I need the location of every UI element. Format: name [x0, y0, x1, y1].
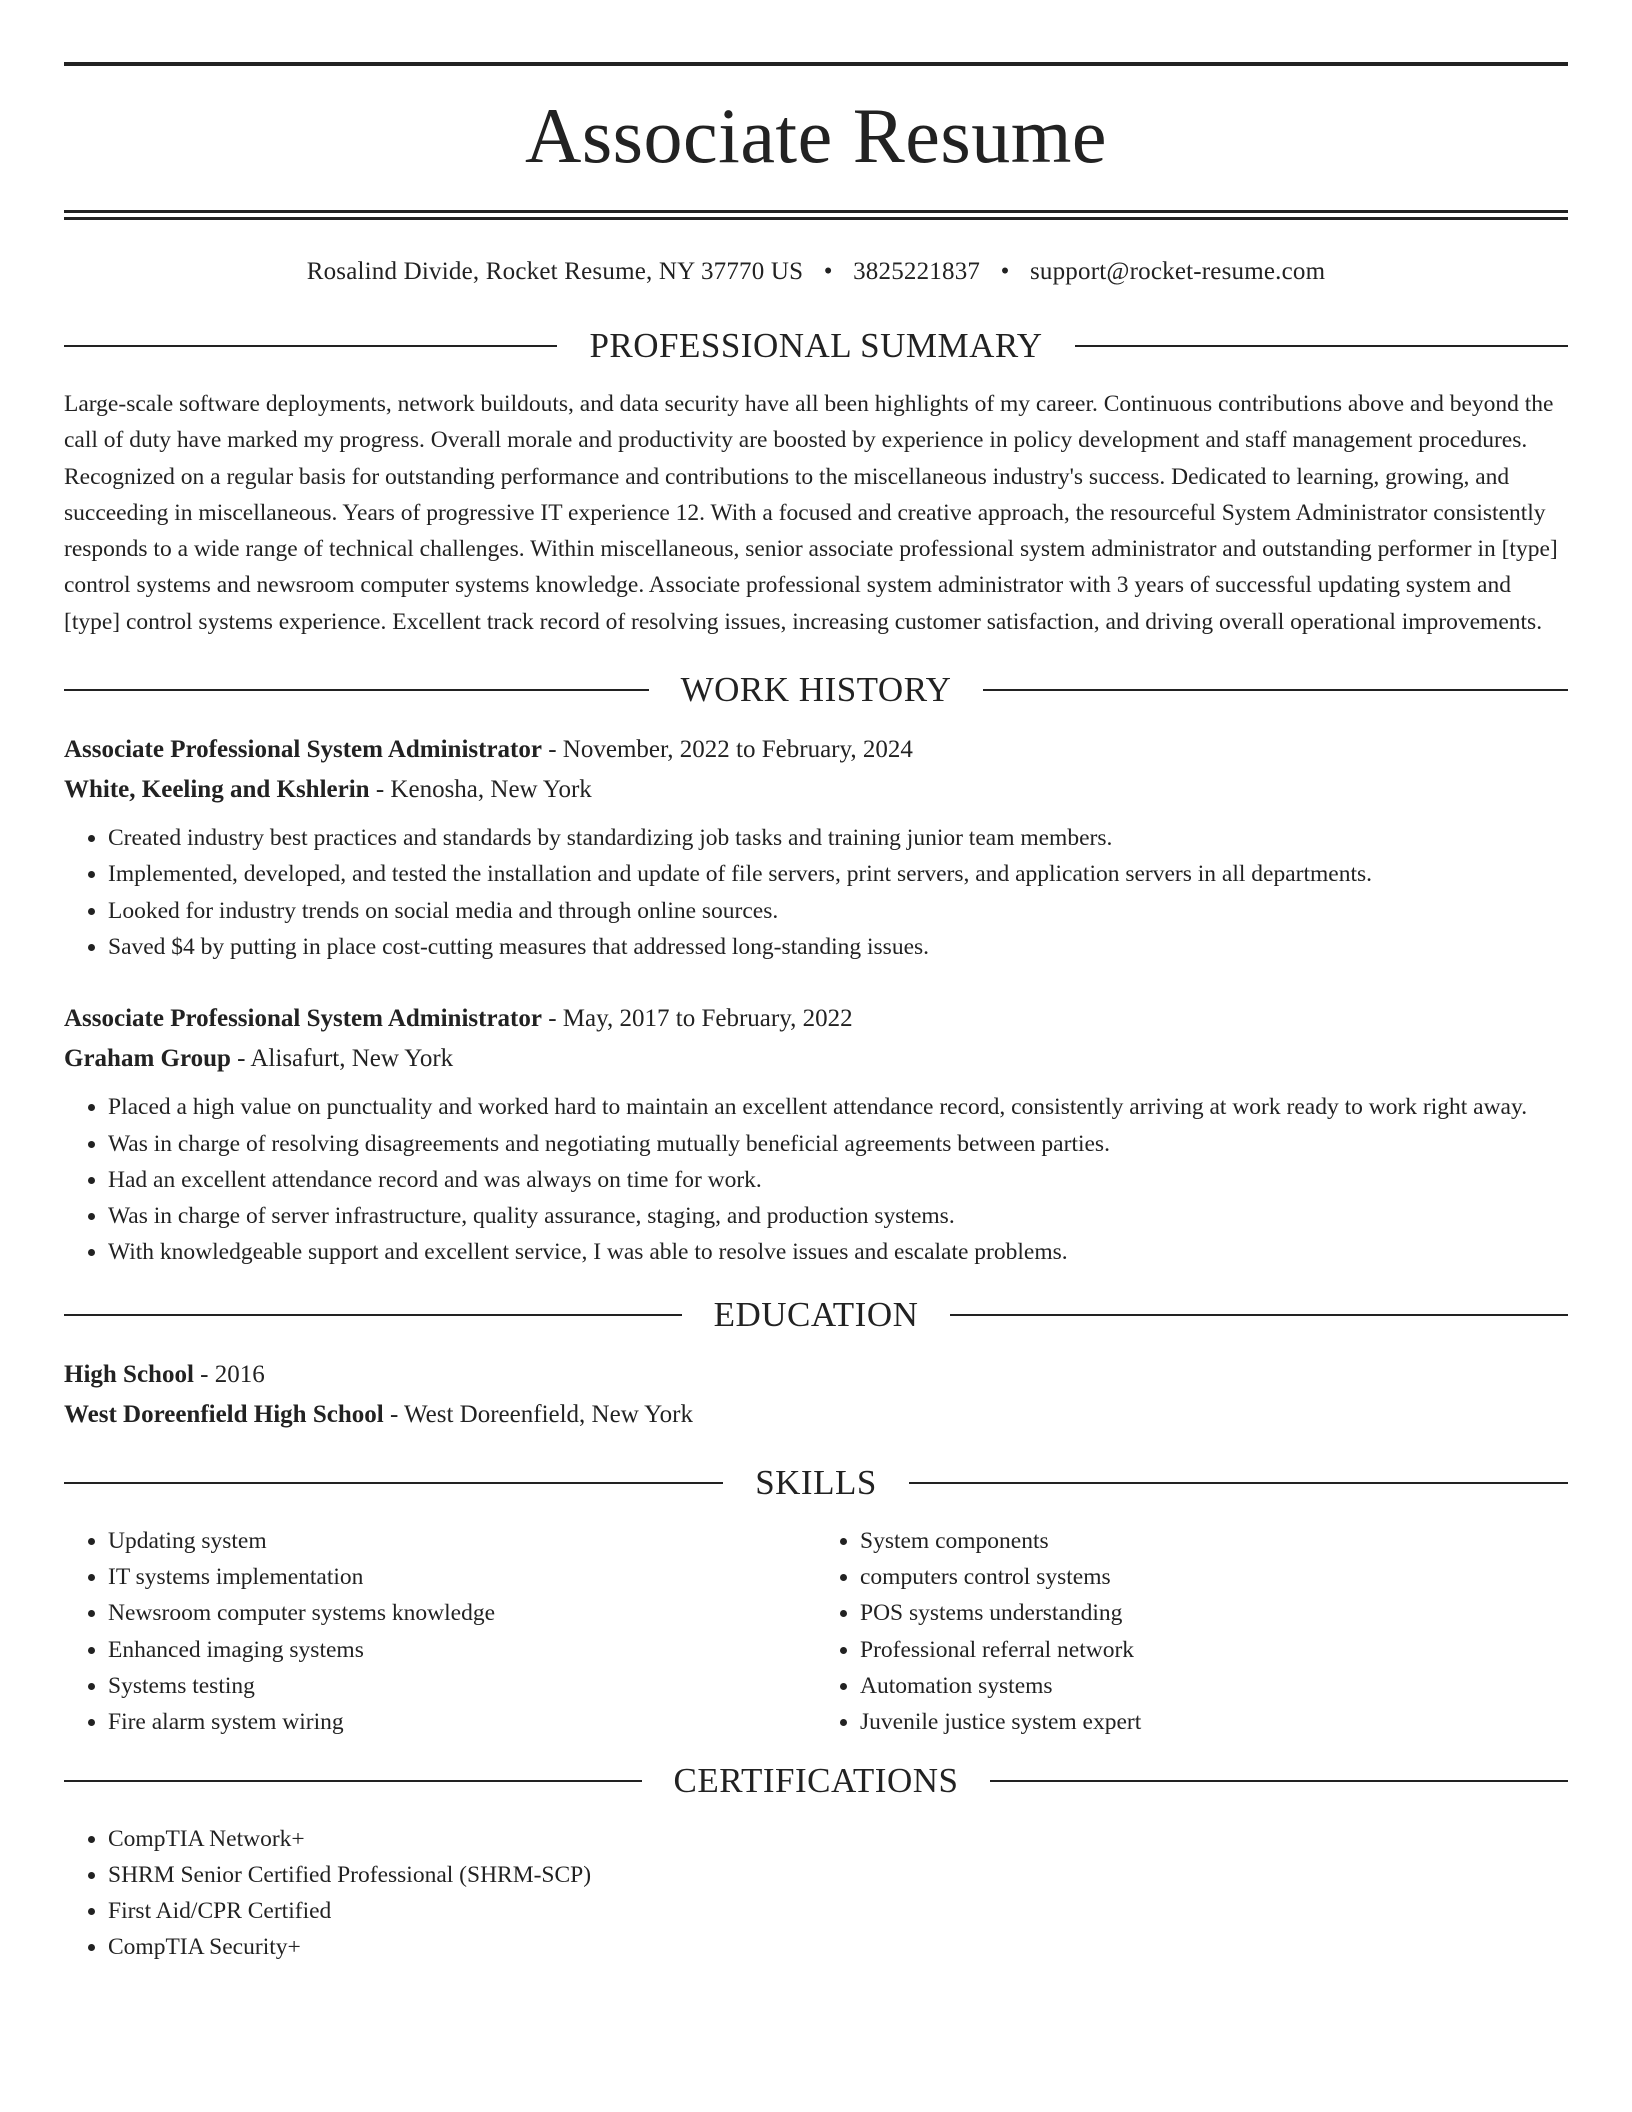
section-title-education: EDUCATION [713, 1294, 919, 1334]
contact-phone: 3825221837 [853, 258, 981, 285]
list-item: • computers control systems [860, 1559, 1568, 1595]
section-rule-left [64, 689, 649, 691]
list-item: • Fire alarm system wiring [108, 1704, 816, 1740]
section-rule-right [1075, 345, 1568, 347]
section-rule-right [909, 1482, 1568, 1484]
job-title: Associate Professional System Administrator [64, 736, 542, 764]
section-title-skills: SKILLS [755, 1462, 877, 1502]
certifications-list [64, 1821, 1568, 1966]
section-rule-left [64, 345, 557, 347]
section-header-education [64, 1293, 1568, 1337]
job-title-line [64, 999, 1568, 1039]
list-item: • System components [860, 1523, 1568, 1559]
skills-list-left [64, 1523, 816, 1741]
job-company-line [64, 1039, 1568, 1079]
title-double-rule [64, 210, 1568, 220]
list-item: • IT systems implementation [108, 1559, 816, 1595]
skills-list-right [816, 1523, 1568, 1741]
job-entry [64, 730, 1568, 965]
education-degree: High School [64, 1360, 194, 1388]
section-rule-left [64, 1314, 682, 1316]
education-school-line [64, 1395, 1568, 1435]
job-location: - Alisafurt, New York [230, 1045, 454, 1073]
contact-line [64, 256, 1568, 288]
top-rule [64, 62, 1568, 66]
education-entry [64, 1355, 1568, 1435]
education-year: - 2016 [193, 1360, 265, 1388]
skills-columns [64, 1523, 1568, 1741]
contact-separator: • [1000, 258, 1010, 285]
list-item: • POS systems understanding [860, 1595, 1568, 1631]
resume-page [64, 0, 1568, 1966]
contact-address: Rosalind Divide, Rocket Resume, NY 37770 US [306, 258, 804, 285]
list-item: • Juvenile justice system expert [860, 1704, 1568, 1740]
job-title: Associate Professional System Administrator [64, 1005, 542, 1033]
job-bullets [64, 1089, 1568, 1270]
job-company: White, Keeling and Kshlerin [64, 776, 370, 804]
job-title-line [64, 730, 1568, 770]
job-company: Graham Group [64, 1045, 231, 1073]
section-rule-right [990, 1780, 1568, 1782]
section-rule-right [983, 689, 1568, 691]
list-item: • Professional referral network [860, 1632, 1568, 1668]
job-company-line [64, 770, 1568, 810]
list-item: • Was in charge of resolving disagreements and negotiating mutually beneficial agreements between parties. [108, 1126, 1568, 1162]
list-item: • Placed a high value on punctuality and worked hard to maintain an excellent attendance record, consistently arriving at work ready to work right away. [108, 1089, 1568, 1125]
list-item: • CompTIA Network+ [108, 1821, 1568, 1857]
list-item: • Was in charge of server infrastructure, quality assurance, staging, and production systems. [108, 1198, 1568, 1234]
education-school: West Doreenfield High School [64, 1400, 384, 1428]
job-location: - Kenosha, New York [369, 776, 592, 804]
section-rule-right [950, 1314, 1568, 1316]
job-bullets [64, 820, 1568, 965]
list-item: • Implemented, developed, and tested the installation and update of file servers, print servers, and application servers in all departments. [108, 856, 1568, 892]
section-rule-left [64, 1482, 723, 1484]
section-rule-left [64, 1780, 642, 1782]
contact-email: support@rocket-resume.com [1029, 258, 1326, 285]
list-item: • With knowledgeable support and excellent service, I was able to resolve issues and escalate problems. [108, 1234, 1568, 1270]
list-item: • Systems testing [108, 1668, 816, 1704]
education-degree-line [64, 1355, 1568, 1395]
list-item: • Automation systems [860, 1668, 1568, 1704]
section-header-work [64, 668, 1568, 712]
section-title-certifications: CERTIFICATIONS [673, 1760, 959, 1800]
list-item: • Newsroom computer systems knowledge [108, 1595, 816, 1631]
section-title-summary: PROFESSIONAL SUMMARY [589, 326, 1043, 365]
list-item: • SHRM Senior Certified Professional (SHRM-SCP) [108, 1857, 1568, 1893]
list-item: • Looked for industry trends on social media and through online sources. [108, 893, 1568, 929]
list-item: • Had an excellent attendance record and was always on time for work. [108, 1162, 1568, 1198]
contact-separator: • [823, 258, 833, 285]
list-item: • Saved $4 by putting in place cost-cutting measures that addressed long-standing issues. [108, 929, 1568, 965]
section-header-summary [64, 324, 1568, 368]
section-header-skills [64, 1461, 1568, 1505]
list-item: • CompTIA Security+ [108, 1929, 1568, 1965]
list-item: • Enhanced imaging systems [108, 1632, 816, 1668]
summary-paragraph: Large-scale software deployments, network buildouts, and data security have all been highlights of my career. Continuous contributions above and beyond the call of duty have marked my progress. Overall morale and productivity are boosted by experience in policy development and staff management procedures. Recognized on a regular basis for outstanding performance and contributions to the miscellaneous industry's success. Dedicated to learning, growing, and succeeding in miscellaneous. Years of progressive IT experience 12. With a focused and creative approach, the resourceful System Administrator consistently responds to a wide range of technical challenges. Within miscellaneous, senior associate professional system administrator and outstanding performer in [type] control systems and newsroom computer systems knowledge. Associate professional system administrator with 3 years of successful updating system and [type] control systems experience. Excellent track record of resolving issues, increasing customer satisfaction, and driving overall operational improvements. [64, 391, 1558, 635]
section-title-work: WORK HISTORY [680, 670, 952, 710]
list-item: • Created industry best practices and standards by standardizing job tasks and training junior team members. [108, 820, 1568, 856]
resume-title: Associate Resume [524, 92, 1108, 179]
education-location: - West Doreenfield, New York [383, 1400, 693, 1428]
list-item: • Updating system [108, 1523, 816, 1559]
job-dates: - May, 2017 to February, 2022 [541, 1005, 853, 1033]
list-item: • First Aid/CPR Certified [108, 1893, 1568, 1929]
section-header-certifications [64, 1759, 1568, 1803]
job-entry [64, 999, 1568, 1270]
job-dates: - November, 2022 to February, 2024 [541, 736, 913, 764]
